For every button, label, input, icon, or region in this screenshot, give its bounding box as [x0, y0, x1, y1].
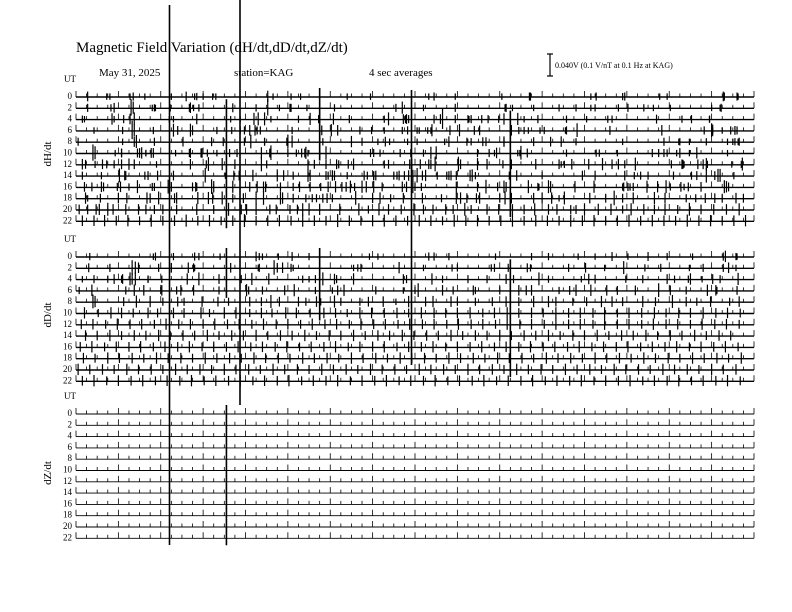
panel-1 [42, 234, 754, 386]
hour-tick-label: 20 [63, 521, 72, 531]
hour-tick-label: 2 [67, 419, 72, 430]
scale-bar [547, 54, 553, 76]
hour-tick-label: 4 [67, 113, 72, 124]
hour-tick-label: 0 [67, 251, 72, 261]
hour-tick-label: 22 [63, 532, 72, 543]
hour-tick-label: 14 [63, 487, 72, 498]
hour-tick-label: 16 [63, 498, 72, 509]
averaging-label: 4 sec averages [369, 67, 433, 79]
hour-tick-label: 10 [63, 464, 72, 475]
hour-tick-label: 20 [63, 204, 72, 214]
hour-tick-label: 4 [67, 273, 72, 284]
scale-label: 0.040V (0.1 V/nT at 0.1 Hz at KAG) [555, 61, 673, 70]
hour-tick-label: 14 [63, 170, 72, 181]
hour-tick-label: 6 [67, 441, 72, 452]
panel-group [42, 0, 754, 545]
hour-tick-label: 2 [67, 262, 72, 273]
hour-tick-label: 16 [63, 341, 72, 352]
ut-label: UT [64, 391, 76, 401]
hour-tick-label: 12 [63, 318, 72, 329]
ut-label: UT [64, 234, 76, 244]
hour-tick-label: 0 [67, 91, 72, 101]
panel-2 [42, 391, 754, 545]
hour-tick-label: 20 [63, 364, 72, 374]
hour-tick-label: 14 [63, 330, 72, 341]
ut-label: UT [64, 74, 76, 84]
date-label: May 31, 2025 [99, 67, 161, 79]
panel-label: dD/dt [42, 302, 54, 328]
hour-tick-label: 18 [63, 192, 72, 203]
hour-tick-label: 8 [67, 453, 72, 464]
hour-tick-label: 18 [63, 509, 72, 520]
hour-tick-label: 0 [67, 408, 72, 418]
chart-title: Magnetic Field Variation (dH/dt,dD/dt,dZ/dt) [76, 40, 348, 56]
panel-label: dH/dt [42, 141, 54, 167]
hour-tick-label: 4 [67, 430, 72, 441]
hour-tick-label: 12 [63, 475, 72, 486]
hour-tick-label: 22 [63, 215, 72, 226]
hour-tick-label: 6 [67, 124, 72, 135]
hour-tick-label: 18 [63, 352, 72, 363]
station-label: station=KAG [234, 67, 294, 79]
hour-tick-label: 12 [63, 158, 72, 169]
hour-tick-label: 10 [63, 307, 72, 318]
hour-tick-label: 2 [67, 102, 72, 113]
hour-tick-label: 10 [63, 147, 72, 158]
panel-0 [42, 74, 754, 228]
hour-tick-label: 6 [67, 284, 72, 295]
hour-tick-label: 8 [67, 136, 72, 147]
hour-tick-label: 8 [67, 296, 72, 307]
hour-tick-label: 22 [63, 375, 72, 386]
hour-tick-label: 16 [63, 181, 72, 192]
panel-label: dZ/dt [42, 461, 54, 485]
